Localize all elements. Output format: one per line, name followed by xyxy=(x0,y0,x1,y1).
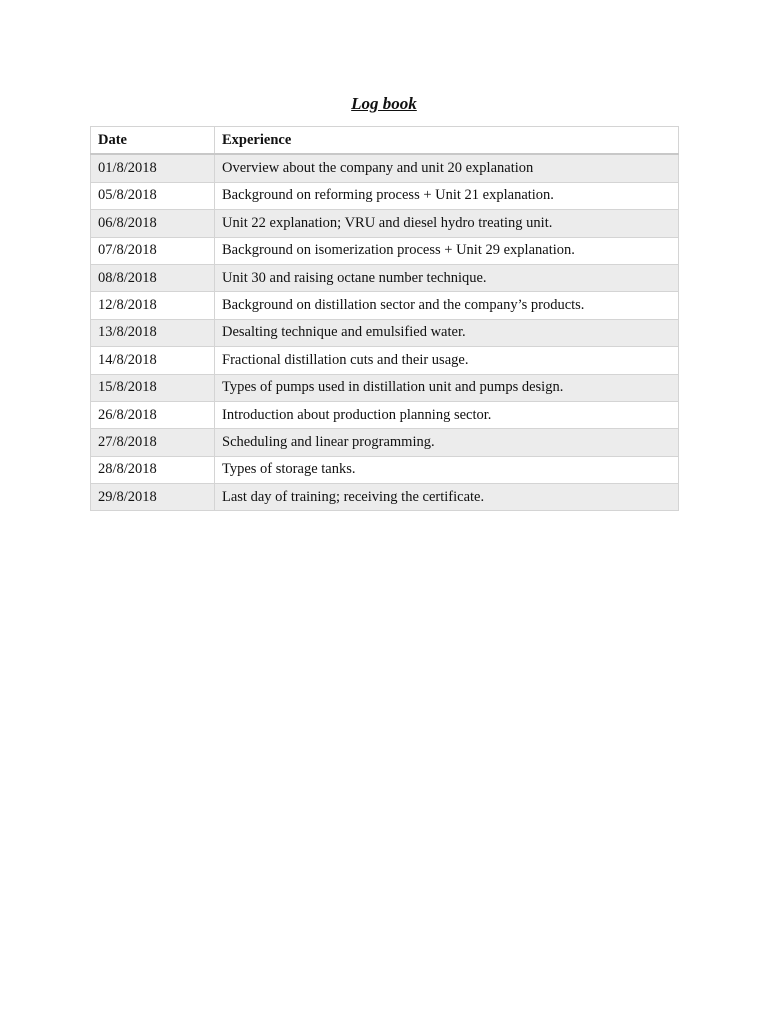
header-date: Date xyxy=(91,127,215,155)
row-date: 14/8/2018 xyxy=(91,347,215,374)
row-experience: Unit 30 and raising octane number technique. xyxy=(215,264,679,291)
row-date: 06/8/2018 xyxy=(91,210,215,237)
table-row xyxy=(91,456,679,483)
row-date: 07/8/2018 xyxy=(91,237,215,264)
row-date: 12/8/2018 xyxy=(91,292,215,319)
table-row xyxy=(91,374,679,401)
row-experience: Background on isomerization process + Unit 29 explanation. xyxy=(215,237,679,264)
row-date: 13/8/2018 xyxy=(91,319,215,346)
table-row xyxy=(91,484,679,511)
header-experience: Experience xyxy=(215,127,679,155)
table-row xyxy=(91,401,679,428)
table-row xyxy=(91,210,679,237)
log-table xyxy=(90,126,679,511)
row-date: 05/8/2018 xyxy=(91,182,215,209)
row-experience: Scheduling and linear programming. xyxy=(215,429,679,456)
table-body xyxy=(91,154,679,511)
row-date: 26/8/2018 xyxy=(91,401,215,428)
table-row xyxy=(91,429,679,456)
row-experience: Background on distillation sector and the company’s products. xyxy=(215,292,679,319)
table-row xyxy=(91,264,679,291)
row-date: 29/8/2018 xyxy=(91,484,215,511)
row-experience: Background on reforming process + Unit 21 explanation. xyxy=(215,182,679,209)
row-experience: Introduction about production planning sector. xyxy=(215,401,679,428)
table-row xyxy=(91,154,679,182)
row-experience: Overview about the company and unit 20 explanation xyxy=(215,154,679,182)
row-date: 15/8/2018 xyxy=(91,374,215,401)
row-experience: Last day of training; receiving the certificate. xyxy=(215,484,679,511)
page-title: Log book xyxy=(351,94,417,113)
table-header-row xyxy=(91,127,679,155)
row-experience: Fractional distillation cuts and their usage. xyxy=(215,347,679,374)
table-row xyxy=(91,292,679,319)
row-experience: Types of pumps used in distillation unit and pumps design. xyxy=(215,374,679,401)
row-experience: Desalting technique and emulsified water. xyxy=(215,319,679,346)
row-date: 08/8/2018 xyxy=(91,264,215,291)
row-date: 01/8/2018 xyxy=(91,154,215,182)
row-experience: Unit 22 explanation; VRU and diesel hydro treating unit. xyxy=(215,210,679,237)
row-experience: Types of storage tanks. xyxy=(215,456,679,483)
table-row xyxy=(91,319,679,346)
table-row xyxy=(91,237,679,264)
table-row xyxy=(91,347,679,374)
row-date: 27/8/2018 xyxy=(91,429,215,456)
row-date: 28/8/2018 xyxy=(91,456,215,483)
table-row xyxy=(91,182,679,209)
